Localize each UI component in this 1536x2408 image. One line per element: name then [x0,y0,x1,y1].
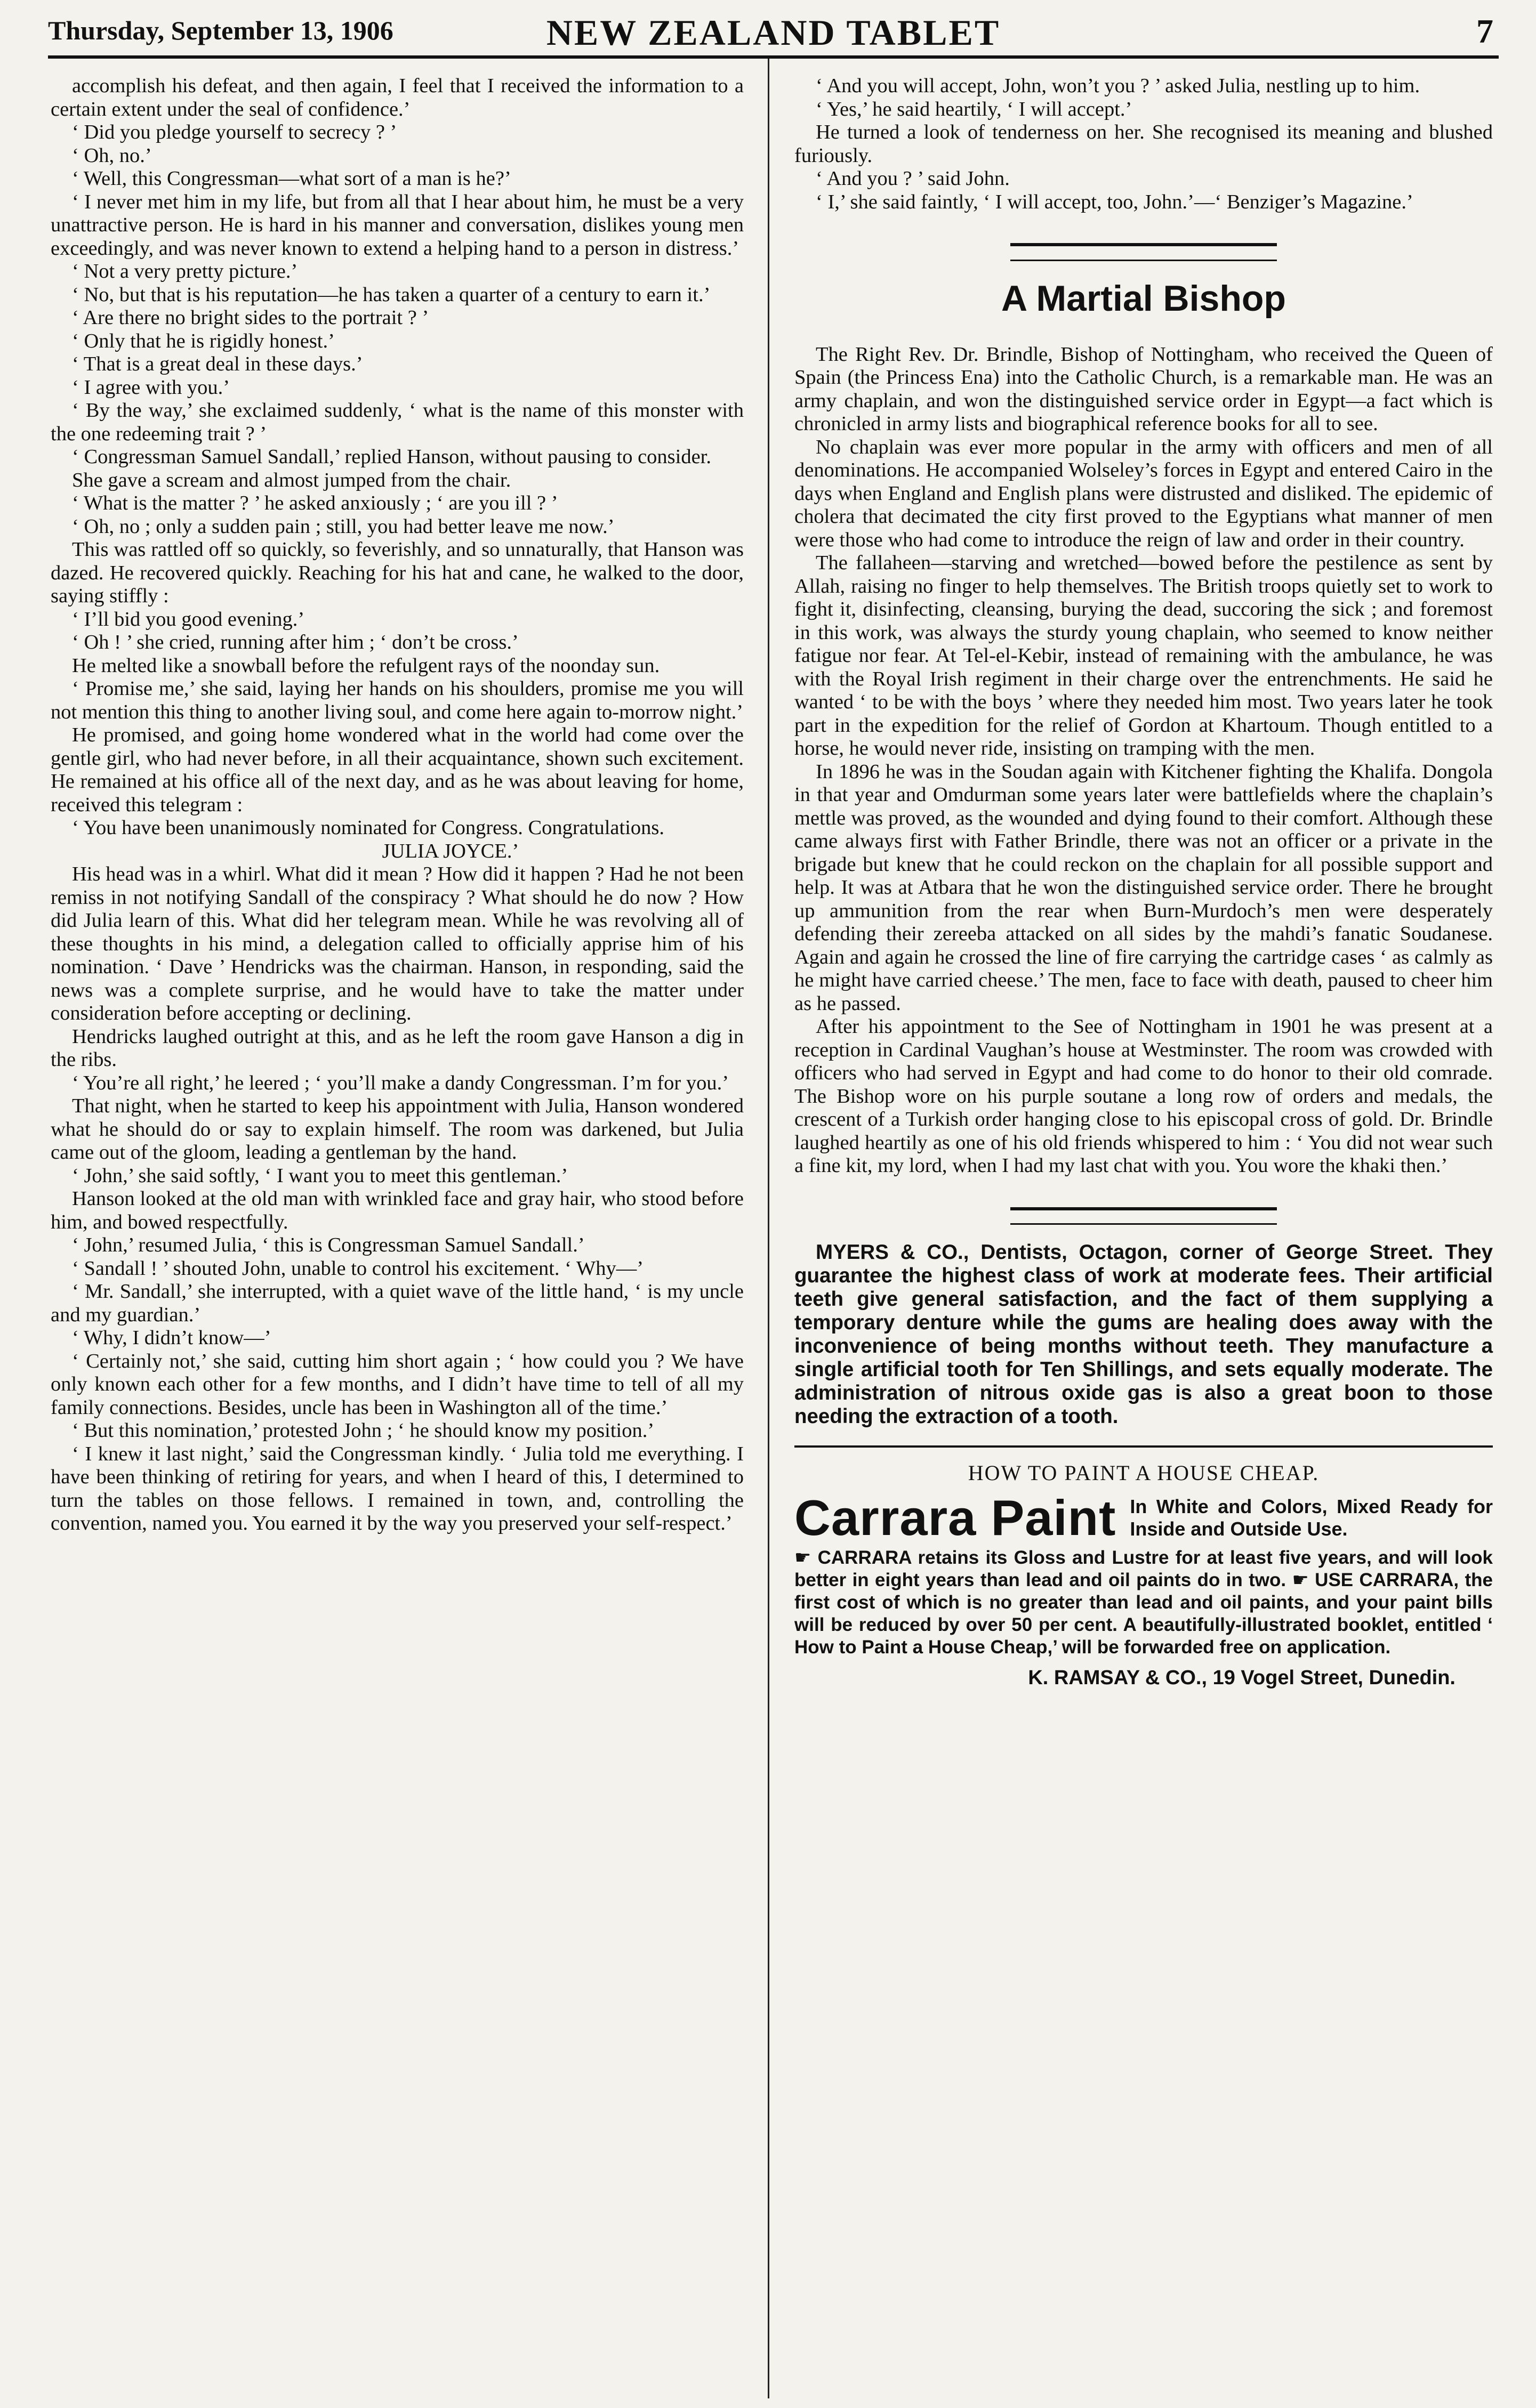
carrara-tagline: In White and Colors, Mixed Ready for Inside and Outside Use. [1130,1496,1493,1540]
column-divider [768,59,769,2398]
myers-ad-text: MYERS & CO., Dentists, Octagon, corner of George Street. They guarantee the highest class of work at moderate fees. Their artificial teeth give general satisfaction, and the fact of them supplying a temporary denture while the gums are healing does away with the inconvenience of being months without teeth. They manufacture a single artificial tooth for Ten Shillings, and sets equally moderate. The administration of nitrous oxide gas is also a great boon to those needing the extraction of a tooth. [794,1241,1493,1428]
myers-dentist-ad [794,1241,1493,1428]
paragraph: He turned a look of tenderness on her. She recognised its meaning and blushed furiously. [794,121,1493,167]
double-rule [1010,1207,1277,1210]
paragraph: ‘ John,’ she said softly, ‘ I want you to meet this gentleman.’ [72,1164,568,1187]
paragraph: ‘ Certainly not,’ she said, cutting him short again ; ‘ how could you ? We have only known each other for a few months, and I didn’t have time to tell of all my family connections. Besides, uncle has been in Washington all of the time.’ [51,1350,744,1419]
paragraph: ‘ Promise me,’ she said, laying her hands on his shoulders, promise me you will not mention this thing to another living soul, and come here again to-morrow night.’ [51,677,744,723]
paragraph: accomplish his defeat, and then again, I feel that I received the information to a certain extent under the seal of confidence.’ [51,75,744,120]
paragraph: ‘ Oh, no ; only a sudden pain ; still, you had better leave me now.’ [72,515,615,538]
telegram-signature: JULIA JOYCE.’ [382,839,519,862]
paragraph: ‘ Oh, no.’ [72,144,152,167]
paragraph: ‘ By the way,’ she exclaimed suddenly, ‘ what is the name of this monster with the one redeeming trait ? ’ [51,399,744,445]
paragraph: That night, when he started to keep his appointment with Julia, Hanson wondered what he should do or say to explain himself. The room was darkened, but Julia came out of the gloom, leading a gentleman by the hand. [51,1095,744,1163]
paragraph: The fallaheen—starving and wretched—bowed before the pestilence as sent by Allah, raising no finger to help themselves. The British troops quietly set to work to fight it, disinfecting, cleansing, burying the dead, succoring the sick ; and foremost in this work, was always the sturdy young chaplain, who seemed to know neither fatigue nor fear. At Tel-el-Kebir, instead of remaining with the ambulance, he was with the Royal Irish regiment in their charge over the entrenchments. He said he wanted ‘ to be with the boys ’ where they needed him most. Two years later he took part in the expedition for the relief of Gordon at Khartoum. Though entitled to a horse, he would never ride, insisting on tramping with the men. [794,552,1493,759]
carrara-brand-row [794,1492,1493,1544]
carrara-paint-ad [794,1461,1493,1690]
paragraph: The Right Rev. Dr. Brindle, Bishop of Nottingham, who received the Queen of Spain (the Princess Ena) into the Catholic Church, is a remarkable man. He was an army chaplain, and won the distinguished service order in Egypt—a fact which is chronicled in army lists and biographical reference books for all to see. [794,343,1493,435]
carrara-body: ☛ CARRARA retains its Gloss and Lustre for at least five years, and will look better in eight years than lead and oil paints do in two. ☛ USE CARRARA, the first cost of which is no greater than lead and oil paints, and your paint bills will be reduced by over 50 per cent. A beautifully-illustrated booklet, entitled ‘ How to Paint a House Cheap,’ will be forwarded free on application. [794,1547,1493,1658]
paragraph: ‘ Are there no bright sides to the portrait ? ’ [72,306,429,329]
paragraph: After his appointment to the See of Nottingham in 1901 he was present at a reception in Cardinal Vaughan’s house at Westminster. The room was crowded with officers who had served in Egypt and had come to do honor to their old comrade. The Bishop wore on his purple soutane a long row of orders and medals, the crescent of a Turkish order hanging close to his episcopal cross of gold. Dr. Brindle laughed heartily as one of his old friends whispered to him : ‘ You did not wear such a fine kit, my lord, when I had my last chat with you. You wore the khaki then.’ [794,1015,1493,1177]
paragraph: In 1896 he was in the Soudan again with Kitchener fighting the Khalifa. Dongola in that year and Omdurman some years later were battlefields where the chaplain’s mettle was proved, as the wounded and dying found to their comfort. Although these came always first with Father Brindle, there was not an officer or a private in the brigade but knew that he could reckon on the chaplain for all possible support and help. It was at Atbara that he won the distinguished service order. There he brought up ammunition from the rear when Burn-Murdoch’s men were desperately defending their zereeba attacked on all sides by the mahdi’s fanatic Soudanese. Again and again he crossed the line of fire carrying the cartridge cases ‘ as calmly as he might have carried cheese.’ The men, face to face with death, paused to cheer him as he passed. [794,760,1493,1015]
left-column-story [51,75,744,1536]
paragraph: ‘ Oh ! ’ she cried, running after him ; ‘ don’t be cross.’ [72,631,519,653]
paragraph: ‘ No, but that is his reputation—he has taken a quarter of a century to earn it.’ [72,283,711,306]
paragraph: This was rattled off so quickly, so feverishly, and so unnaturally, that Hanson was dazed. He recovered quickly. Reaching for his hat and cane, he walked to the door, saying stiffly : [51,538,744,607]
issue-date: Thursday, September 13, 1906 [48,15,393,45]
paragraph: ‘ Congressman Samuel Sandall,’ replied Hanson, without pausing to consider. [72,446,712,468]
carrara-headline: HOW TO PAINT A HOUSE CHEAP. [968,1461,1320,1485]
section-rule-2 [794,1196,1493,1225]
paragraph: ‘ Well, this Congressman—what sort of a man is he?’ [72,167,511,190]
paragraph: ‘ I,’ she said faintly, ‘ I will accept, too, John.’—‘ Benziger’s Magazine.’ [816,190,1413,213]
header-rule [48,55,1499,59]
paragraph: Hanson looked at the old man with wrinkled face and gray hair, who stood before him, and bowed respectfully. [51,1187,744,1233]
paragraph: ‘ Mr. Sandall,’ she interrupted, with a quiet wave of the little hand, ‘ is my uncle and my guardian.’ [51,1280,744,1326]
paragraph: ‘ I’ll bid you good evening.’ [72,608,305,631]
paragraph: ‘ Sandall ! ’ shouted John, unable to control his excitement. ‘ Why—’ [72,1257,644,1280]
masthead-title: NEW ZEALAND TABLET [546,12,1001,53]
paragraph: ‘ I knew it last night,’ said the Congressman kindly. ‘ Julia told me everything. I have been thinking of retiring for years, and when I heard of this, I determined to turn the tables on those fellows. I remained in town, and, controlling the convention, named you. You earned it by the way you preserved your self-respect.’ [51,1442,744,1534]
paragraph: ‘ You have been unanimously nominated for Congress. Congratulations. [72,817,665,839]
paragraph: ‘ I never met him in my life, but from all that I hear about him, he must be a very unattractive person. He is hard in his manner and conversation, dislikes young men exceedingly, and was never known to extend a helping hand to a person in distress.’ [51,190,744,260]
paragraph: ‘ Why, I didn’t know—’ [72,1327,271,1349]
page-number: 7 [1476,12,1493,50]
paragraph: ‘ That is a great deal in these days.’ [72,353,363,375]
page-header [48,12,1499,54]
article-title: A Martial Bishop [1001,278,1286,319]
paragraph: His head was in a whirl. What did it mean ? How did it happen ? Had he not been remiss in not notifying Sandall of the conspiracy ? What should he do now ? How did Julia learn of this. What did her telegram mean. While he was revolving all of these thoughts in his mind, a delegation called to officially apprise him of his nomination. ‘ Dave ’ Hendricks was the chairman. Hanson, in responding, said the news was a complete surprise, and he would have to take the matter under consideration before accepting or declining. [51,863,744,1024]
double-rule [1010,243,1277,246]
section-rule [794,232,1493,261]
paragraph: ‘ And you ? ’ said John. [816,167,1010,190]
paragraph: ‘ Yes,’ he said heartily, ‘ I will accept.’ [816,98,1132,120]
paragraph: She gave a scream and almost jumped from the chair. [72,468,511,491]
paragraph: He promised, and going home wondered what in the world had come over the gentle girl, who had never before, in all their acquaintance, shown such excitement. He remained at his office all of the next day, and as he was about leaving for home, received this telegram : [51,724,744,816]
paragraph: ‘ Did you pledge yourself to secrecy ? ’ [72,121,397,143]
article-body [794,343,1493,1178]
paragraph: He melted like a snowball before the refulgent rays of the noonday sun. [72,654,660,677]
paragraph: ‘ And you will accept, John, won’t you ? ’ asked Julia, nestling up to him. [816,75,1420,97]
paragraph: Hendricks laughed outright at this, and as he left the room gave Hanson a dig in the ribs. [51,1025,744,1071]
thin-rule [1010,1223,1277,1225]
carrara-address: K. RAMSAY & CO., 19 Vogel Street, Dunedin. [1028,1667,1455,1689]
paragraph: ‘ What is the matter ? ’ he asked anxiously ; ‘ are you ill ? ’ [72,492,558,514]
story-conclusion [794,75,1493,214]
paragraph: ‘ I agree with you.’ [72,376,230,399]
ad-separator [794,1445,1493,1448]
paragraph: ‘ John,’ resumed Julia, ‘ this is Congressman Samuel Sandall.’ [72,1234,585,1256]
paragraph: ‘ Only that he is rigidly honest.’ [72,329,335,352]
thin-rule [1010,260,1277,261]
carrara-brand: Carrara Paint [794,1490,1116,1546]
right-column [794,75,1493,1690]
paragraph: ‘ Not a very pretty picture.’ [72,260,298,282]
paragraph: ‘ You’re all right,’ he leered ; ‘ you’ll make a dandy Congressman. I’m for you.’ [72,1071,729,1094]
paragraph: No chaplain was ever more popular in the army with officers and men of all denominations. He accompanied Wolseley’s forces in Egypt and entered Cairo in the days when England and English plans were distrusted and disliked. The epidemic of cholera that decimated the city first proved to the Egyptians what manner of men were those who had come to introduce the reign of law and order in their country. [794,435,1493,551]
paragraph: ‘ But this nomination,’ protested John ; ‘ he should know my position.’ [72,1419,655,1442]
